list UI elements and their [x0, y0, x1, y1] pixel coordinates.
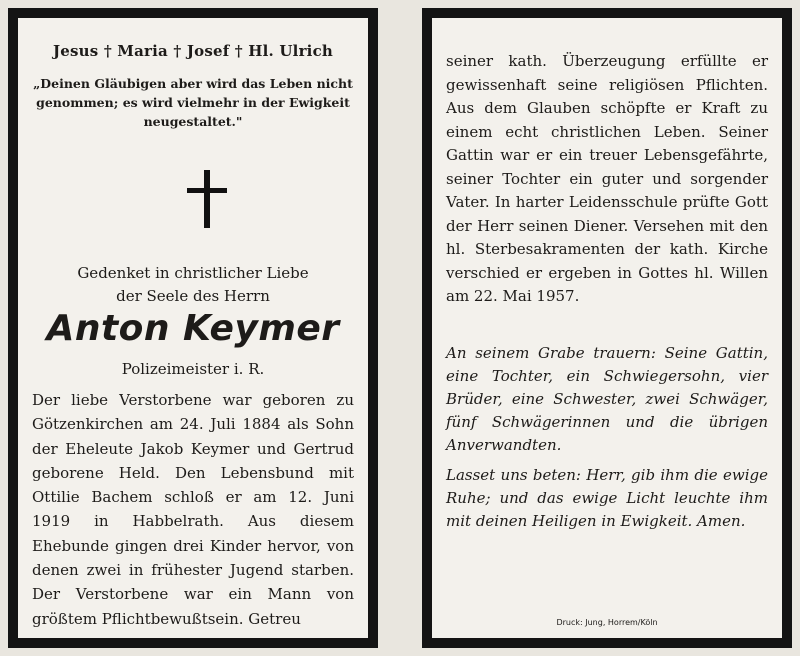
- remembrance-text: [18, 262, 368, 308]
- memorial-card-back: [422, 8, 792, 648]
- remembrance-line-2: der Seele des Herrn: [116, 287, 270, 305]
- deceased-name: Anton Keymer: [46, 308, 340, 349]
- latin-cross-icon: [187, 170, 227, 230]
- biography-text: Der liebe Verstorbene war geboren zu Götzenkirchen am 24. Juli 1884 als Sohn der Eheleute Jakob Keymer und Gertrud geborene Held. Den Lebensbund mit Ottilie Bachem schloß er am 12. Juni 1919 in Habbelrath. Aus diesem Ehebunde gingen drei Kinder hervor, von denen zwei in frühester Jugend starben. Der Verstorbene war ein Mann von größtem Pflichtbewußtsein. Getreu: [32, 391, 354, 628]
- remembrance-line-1: Gedenket in christlicher Liebe: [77, 264, 309, 282]
- biography-continued: seiner kath. Überzeugung erfüllte er gewissenhaft seine religiösen Pflichten. Aus dem Glauben schöpfte er Kraft zu einem echt christlichen Leben. Seiner Gattin war er ein treuer Lebensgefährte, seiner Tochter ein guter und sorgender Vater. In harter Leidensschule prüfte Gott der Herr seinen Diener. Versehen mit den hl. Sterbesakramenten der kath. Kirche verschied er ergeben in Gottes hl. Willen am 22. Mai 1957.: [446, 52, 768, 305]
- memorial-card-front: [8, 8, 378, 648]
- holy-names-header: Jesus † Maria † Josef † Hl. Ulrich: [52, 42, 334, 60]
- deceased-rank: Polizeimeister i. R.: [121, 360, 265, 378]
- mourners-text: An seinem Grabe trauern: Seine Gattin, eine Tochter, ein Schwiegersohn, vier Brüder, eine Schwester, zwei Schwäger, fünf Schwägerinnen und die übrigen Anverwandten.: [446, 344, 768, 454]
- prayer-text: Lasset uns beten: Herr, gib ihm die ewige Ruhe; und das ewige Licht leuchte ihm mit deinen Heiligen in Ewigkeit. Amen.: [446, 466, 768, 530]
- printer-credit: Druck: Jung, Horrem/Köln: [556, 618, 658, 627]
- scripture-quote: „Deinen Gläubigen aber wird das Leben nicht genommen; es wird vielmehr in der Ewigkeit neugestaltet.": [33, 76, 353, 129]
